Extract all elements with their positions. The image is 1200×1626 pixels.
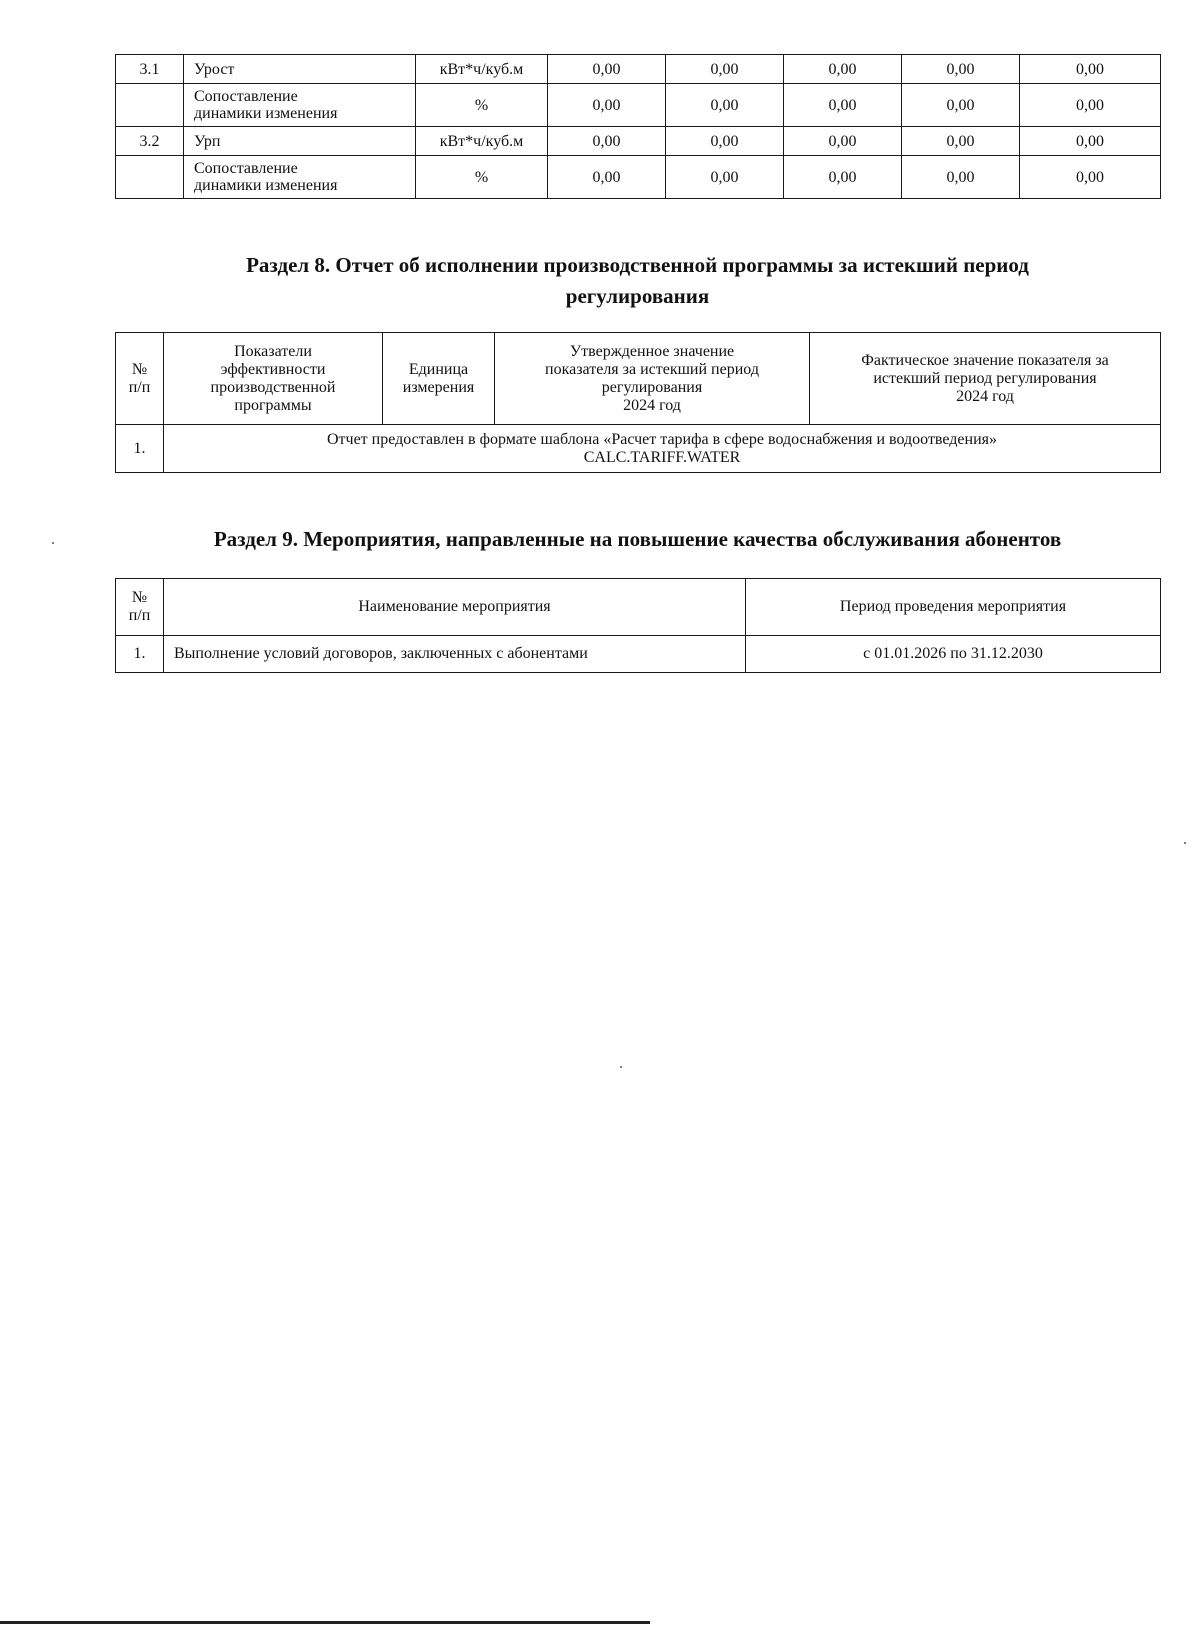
report-note: Отчет предоставлен в формате шаблона «Расчет тарифа в сфере водоснабжения и водоотведения» CALC.TARIFF.WATER <box>164 425 1161 473</box>
section-9-table <box>115 578 1161 673</box>
value-cell: 0,00 <box>548 127 666 156</box>
event-name: Выполнение условий договоров, заключенных с абонентами <box>164 636 746 673</box>
unit-cell: кВт*ч/куб.м <box>416 55 548 84</box>
indicator-name: Сопоставление динамики изменения <box>184 84 416 127</box>
indicator-name: Урост <box>184 55 416 84</box>
header-approved-value: Утвержденное значение показателя за истекший период регулирования 2024 год <box>495 333 810 425</box>
indicator-name: Сопоставление динамики изменения <box>184 156 416 199</box>
indicator-name: Урп <box>184 127 416 156</box>
value-cell: 0,00 <box>548 84 666 127</box>
scan-speck <box>52 542 54 544</box>
value-cell: 0,00 <box>902 55 1020 84</box>
indicators-table <box>115 54 1161 199</box>
value-cell: 0,00 <box>784 127 902 156</box>
row-number <box>116 156 184 199</box>
section-8-table <box>115 332 1161 473</box>
value-cell: 0,00 <box>1020 55 1161 84</box>
scan-edge-line <box>0 1621 650 1624</box>
header-num: № п/п <box>116 333 164 425</box>
header-event-name: Наименование мероприятия <box>164 579 746 636</box>
event-period: с 01.01.2026 по 31.12.2030 <box>746 636 1161 673</box>
table-row <box>116 55 1161 84</box>
unit-cell: % <box>416 84 548 127</box>
header-num: № п/п <box>116 579 164 636</box>
value-cell: 0,00 <box>784 156 902 199</box>
value-cell: 0,00 <box>902 84 1020 127</box>
table-header-row <box>116 579 1161 636</box>
value-cell: 0,00 <box>902 127 1020 156</box>
value-cell: 0,00 <box>784 55 902 84</box>
table-row <box>116 425 1161 473</box>
value-cell: 0,00 <box>1020 84 1161 127</box>
row-number: 1. <box>116 425 164 473</box>
value-cell: 0,00 <box>1020 127 1161 156</box>
table-row <box>116 127 1161 156</box>
scan-speck <box>620 1066 622 1068</box>
table-row <box>116 84 1161 127</box>
unit-cell: кВт*ч/куб.м <box>416 127 548 156</box>
value-cell: 0,00 <box>666 156 784 199</box>
header-event-period: Период проведения мероприятия <box>746 579 1161 636</box>
value-cell: 0,00 <box>784 84 902 127</box>
value-cell: 0,00 <box>548 156 666 199</box>
value-cell: 0,00 <box>1020 156 1161 199</box>
scan-speck <box>1184 842 1186 844</box>
row-number: 3.2 <box>116 127 184 156</box>
value-cell: 0,00 <box>902 156 1020 199</box>
unit-cell: % <box>416 156 548 199</box>
row-number: 1. <box>116 636 164 673</box>
header-indicators: Показатели эффективности производственной программы <box>164 333 383 425</box>
table-row <box>116 636 1161 673</box>
section-8-title: Раздел 8. Отчет об исполнении производственной программы за истекший период регулирования <box>246 253 1029 308</box>
row-number: 3.1 <box>116 55 184 84</box>
section-9-title: Раздел 9. Мероприятия, направленные на повышение качества обслуживания абонентов <box>213 527 1062 551</box>
header-actual-value: Фактическое значение показателя за истекший период регулирования 2024 год <box>810 333 1161 425</box>
value-cell: 0,00 <box>666 84 784 127</box>
table-row <box>116 156 1161 199</box>
value-cell: 0,00 <box>548 55 666 84</box>
value-cell: 0,00 <box>666 55 784 84</box>
row-number <box>116 84 184 127</box>
table-header-row <box>116 333 1161 425</box>
header-unit: Единица измерения <box>383 333 495 425</box>
value-cell: 0,00 <box>666 127 784 156</box>
